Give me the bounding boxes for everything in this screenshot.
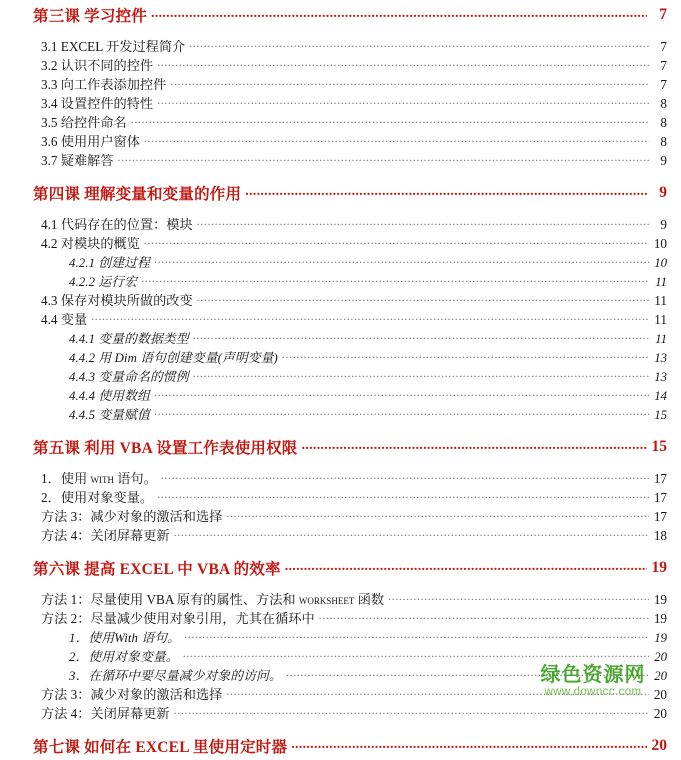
toc-entry-level-1[interactable] (0, 553, 681, 582)
toc-entry-page-number: 7 (660, 58, 667, 73)
dot-leader (154, 254, 649, 267)
toc-entry-level-3[interactable] (0, 328, 681, 347)
dot-leader (91, 311, 649, 324)
toc-entry-page-number: 20 (653, 687, 667, 702)
dot-leader (131, 114, 649, 127)
dot-leader (157, 95, 649, 108)
toc-entry-level-2[interactable] (0, 309, 681, 328)
dot-leader (197, 216, 649, 229)
toc-entry-level-2[interactable] (0, 703, 681, 722)
toc-entry-level-3[interactable] (0, 646, 681, 665)
toc-entry-page-number: 8 (660, 134, 667, 149)
dot-leader (286, 667, 649, 680)
toc-entry-level-2[interactable] (0, 506, 681, 525)
toc-entry-page-number: 7 (660, 77, 667, 92)
dot-leader (197, 292, 649, 305)
toc-entry-page-number: 17 (653, 509, 667, 524)
toc-entry-page-number: 19 (653, 592, 667, 607)
dot-leader (285, 559, 647, 575)
dot-leader (151, 6, 647, 22)
toc-entry-level-2[interactable] (0, 112, 681, 131)
toc-entry-title: 4.2 对模块的概览 (41, 236, 140, 251)
toc-entry-page-number: 17 (653, 490, 667, 505)
dot-leader (184, 629, 649, 642)
dot-leader (174, 705, 649, 718)
toc-entry-title: 3.3 向工作表添加控件 (41, 77, 167, 92)
toc-entry-level-3[interactable] (0, 662, 681, 686)
toc-entry-page-number: 20 (653, 706, 667, 721)
toc-entry-title: 4.1 代码存在的位置：模块 (41, 217, 193, 232)
toc-entry-page-number: 10 (653, 236, 667, 251)
toc-entry-level-1[interactable] (0, 432, 681, 461)
dot-leader (154, 406, 649, 419)
dot-leader (302, 438, 648, 454)
dot-leader (161, 470, 649, 483)
dot-leader (157, 489, 649, 502)
dot-leader (245, 184, 647, 200)
toc-entry-level-1[interactable] (0, 0, 681, 29)
dot-leader (170, 76, 649, 89)
toc-entry-title: 第三课 学习控件 (33, 7, 147, 25)
toc-entry-title: 2．使用对象变量。 (69, 650, 179, 664)
toc-entry-title: 4.4.4 使用数组 (69, 389, 150, 403)
toc-entry-title: 第四课 理解变量和变量的作用 (33, 185, 242, 203)
toc-entry-level-1[interactable] (0, 731, 681, 760)
toc-entry-page-number: 15 (651, 437, 667, 455)
toc-entry-title: 方法 1：尽量使用 VBA 原有的属性、方法和 worksheet 函数 (41, 592, 385, 607)
toc-entry-page-number: 9 (660, 153, 667, 168)
dot-leader (319, 610, 649, 623)
toc-entry-title: 方法 4：关闭屏幕更新 (41, 528, 170, 543)
toc-entry-level-2[interactable] (0, 684, 681, 703)
toc-entry-title: 3.7 疑难解答 (41, 153, 114, 168)
toc-entry-title: 3.5 给控件命名 (41, 115, 127, 130)
toc-entry-page-number: 7 (660, 39, 667, 54)
watermark-url: www.downcc.com (544, 686, 642, 698)
toc-entry-page-number: 19 (654, 631, 667, 645)
toc-entry-page-number: 8 (660, 96, 667, 111)
toc-entry-level-1[interactable] (0, 178, 681, 207)
toc-entry-title: 第六课 提高 EXCEL 中 VBA 的效率 (33, 560, 281, 578)
toc-entry-page-number: 17 (653, 471, 667, 486)
dot-leader (226, 508, 649, 521)
toc-entry-title: 4.2.2 运行宏 (69, 275, 138, 289)
dot-leader (388, 591, 649, 604)
toc-entry-page-number: 13 (654, 351, 667, 365)
toc-entry-level-3[interactable] (0, 385, 681, 404)
toc-entry-page-number: 9 (660, 217, 667, 232)
dot-leader (193, 330, 649, 343)
dot-leader (226, 686, 649, 699)
toc-entry-title: 2．使用对象变量。 (41, 490, 154, 505)
toc-entry-title: 4.4.1 变量的数据类型 (69, 332, 189, 346)
toc-entry-level-2[interactable] (0, 150, 681, 169)
dot-leader (174, 527, 649, 540)
toc-entry-title: 3.4 设置控件的特性 (41, 96, 154, 111)
toc-entry-title: 方法 4：关闭屏幕更新 (41, 706, 170, 721)
toc-entry-title: 1．使用With 语句。 (69, 631, 181, 645)
toc-entry-level-2[interactable] (0, 525, 681, 544)
toc-entry-page-number: 14 (654, 389, 667, 403)
watermark-brand: 绿色资源网 (540, 662, 646, 686)
toc-entry-page-number: 7 (659, 5, 667, 23)
toc-entry-title: 4.4.5 变量赋值 (69, 408, 150, 422)
toc-entry-page-number: 20 (654, 650, 667, 664)
toc-entry-page-number: 10 (654, 256, 667, 270)
dot-leader (144, 133, 649, 146)
toc-entry-level-2[interactable] (0, 214, 681, 233)
toc-entry-title: 3.6 使用用户窗体 (41, 134, 140, 149)
toc-entry-level-3[interactable] (0, 404, 681, 423)
toc-entry-level-3[interactable] (0, 271, 681, 290)
dot-leader (141, 273, 649, 286)
toc-entry-level-2[interactable] (0, 36, 681, 55)
dot-leader (157, 57, 649, 70)
dot-leader (154, 387, 649, 400)
toc-entry-page-number: 15 (654, 408, 667, 422)
toc-entry-page-number: 19 (653, 611, 667, 626)
toc-entry-level-2[interactable] (0, 487, 681, 506)
toc-entry-page-number: 19 (651, 558, 667, 576)
toc-entry-page-number: 20 (651, 736, 667, 754)
toc-entry-level-3[interactable] (0, 252, 681, 271)
toc-entry-level-2[interactable] (0, 93, 681, 112)
toc-entry-title: 第七课 如何在 EXCEL 里使用定时器 (33, 738, 288, 756)
toc-entry-page-number: 11 (655, 332, 667, 346)
toc-entry-title: 第五课 利用 VBA 设置工作表使用权限 (33, 439, 298, 457)
toc-entry-level-2[interactable] (0, 55, 681, 74)
toc-entry-title: 4.4.3 变量命名的惯例 (69, 370, 189, 384)
toc-entry-title: 3.2 认识不同的控件 (41, 58, 154, 73)
toc-entry-page-number: 13 (654, 370, 667, 384)
dot-leader (282, 349, 649, 362)
toc-entry-level-2[interactable] (0, 131, 681, 150)
toc-entry-page-number: 20 (654, 669, 667, 683)
toc-entry-title: 1．使用 with 语句。 (41, 471, 157, 486)
dot-leader (189, 38, 649, 51)
toc-entry-title: 4.2.1 创建过程 (69, 256, 150, 270)
toc-entry-title: 方法 3：减少对象的激活和选择 (41, 687, 223, 702)
toc-entry-title: 方法 3：减少对象的激活和选择 (41, 509, 223, 524)
toc-entry-page-number: 8 (660, 115, 667, 130)
toc-entry-page-number: 18 (653, 528, 667, 543)
toc-entry-level-2[interactable] (0, 74, 681, 93)
dot-leader (144, 235, 649, 248)
dot-leader (193, 368, 649, 381)
dot-leader (183, 648, 649, 661)
toc-entry-level-3[interactable] (0, 347, 681, 366)
toc-entry-level-2[interactable] (0, 608, 681, 627)
dot-leader (118, 152, 649, 165)
toc-entry-title: 方法 2：尽量减少使用对象引用，尤其在循环中 (41, 611, 315, 626)
toc-entry-page-number: 9 (659, 183, 667, 201)
toc-entry-level-2[interactable] (0, 233, 681, 252)
toc-entry-page-number: 11 (654, 312, 667, 327)
toc-entry-title: 4.4.2 用 Dim 语句创建变量(声明变量) (69, 351, 278, 365)
toc-entry-page-number: 11 (655, 275, 667, 289)
toc-entry-level-2[interactable] (0, 589, 681, 608)
toc-entry-title: 3．在循环中要尽量减少对象的访问。 (69, 669, 282, 683)
toc-entry-level-3[interactable] (0, 627, 681, 646)
toc-entry-title: 4.3 保存对模块所做的改变 (41, 293, 193, 308)
toc-entry-level-3[interactable] (0, 366, 681, 385)
dot-leader (291, 737, 647, 753)
toc-entry-level-2[interactable] (0, 290, 681, 309)
toc-entry-level-2[interactable] (0, 468, 681, 487)
toc-entry-page-number: 11 (654, 293, 667, 308)
toc-entry-title: 3.1 EXCEL 开发过程简介 (41, 39, 186, 54)
toc-entry-title: 4.4 变量 (41, 312, 88, 327)
